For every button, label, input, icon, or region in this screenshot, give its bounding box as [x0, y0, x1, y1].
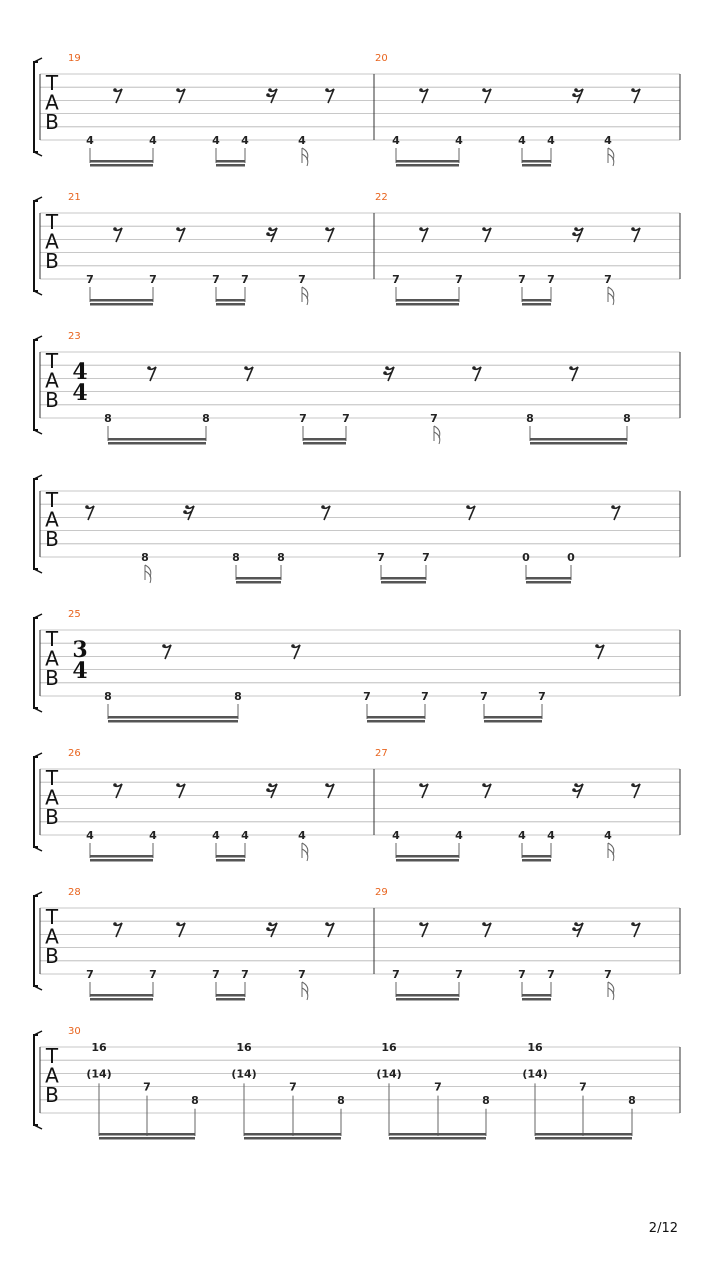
rest-dot [183, 510, 187, 514]
fret-number: 8 [628, 1093, 636, 1107]
beam-secondary [99, 1137, 195, 1140]
fret-number: 7 [480, 690, 488, 703]
tab-clef-letter: T [45, 627, 59, 651]
rest-dot [113, 783, 117, 787]
beam-secondary [244, 1137, 341, 1140]
rest-dot [147, 366, 151, 370]
beam-secondary [522, 859, 551, 862]
measure-number: 25 [68, 609, 81, 620]
beam-primary [90, 160, 153, 163]
fret-number: 7 [289, 1080, 297, 1094]
tab-clef-letter: A [45, 785, 59, 810]
fret-number: 7 [392, 273, 400, 286]
beam-secondary [389, 1137, 486, 1140]
fret-number: 7 [149, 273, 157, 286]
fret-number: 7 [149, 968, 157, 981]
rest-dot [325, 227, 329, 231]
staff-system [34, 609, 680, 723]
fret-number: 7 [342, 412, 350, 425]
rest-dot [325, 783, 329, 787]
tab-clef-letter: A [45, 368, 59, 393]
rest-dot [572, 232, 576, 236]
tab-clef-letter: B [45, 527, 59, 551]
beam-secondary [396, 303, 459, 306]
staff-system [34, 887, 680, 1001]
beam-secondary [535, 1137, 632, 1140]
beam-secondary [216, 998, 245, 1001]
fret-number: 7 [241, 968, 249, 981]
note-flag [302, 293, 308, 305]
rest-dot [113, 88, 117, 92]
tab-clef-letter: B [45, 944, 59, 968]
beam-secondary [303, 442, 346, 445]
fret-number: 7 [377, 551, 385, 564]
fret-number: 4 [547, 829, 555, 842]
beam-primary [522, 160, 551, 163]
rest-dot [631, 922, 635, 926]
beam-primary [303, 438, 346, 441]
rest-dot [572, 927, 576, 931]
beam-primary [381, 577, 426, 580]
rest-dot [482, 922, 486, 926]
rest-dot [472, 366, 476, 370]
staff-system [34, 475, 680, 584]
fret-number: 4 [86, 134, 94, 147]
fret-number: 8 [202, 412, 210, 425]
beam-secondary [90, 859, 153, 862]
measure-number: 23 [68, 331, 81, 342]
rest-dot [419, 227, 423, 231]
fret-number: 7 [241, 273, 249, 286]
fret-number: 4 [149, 829, 157, 842]
beam-primary [530, 438, 627, 441]
beam-primary [396, 994, 459, 997]
beam-secondary [90, 164, 153, 167]
beam-primary [236, 577, 281, 580]
system-bracket [34, 896, 38, 986]
tab-clef-letter: T [45, 349, 59, 373]
rest-dot [325, 922, 329, 926]
rest-dot [266, 232, 270, 236]
beam-secondary [522, 164, 551, 167]
rest-dot [244, 366, 248, 370]
measure-number: 29 [375, 887, 388, 898]
beam-primary [90, 855, 153, 858]
tab-clef-letter: B [45, 110, 59, 134]
fret-number: 16 [236, 1041, 252, 1054]
rest-dot [162, 644, 166, 648]
fret-number: 7 [579, 1080, 587, 1094]
fret-number: 4 [298, 134, 306, 147]
fret-number: 7 [298, 273, 306, 286]
note-flag [608, 293, 614, 305]
fret-number: 7 [298, 968, 306, 981]
beam-primary [108, 438, 206, 441]
fret-number: 7 [604, 968, 612, 981]
note-flag [302, 988, 308, 1000]
page-number: 2/12 [648, 1221, 678, 1236]
fret-number: 7 [430, 412, 438, 425]
rest-dot [482, 227, 486, 231]
fret-number: 7 [212, 273, 220, 286]
fret-number: 7 [86, 968, 94, 981]
fret-number: 8 [232, 551, 240, 564]
beam-primary [216, 160, 245, 163]
rest-dot [574, 227, 578, 231]
rest-dot [185, 505, 189, 509]
fret-number-tied: (14) [376, 1067, 402, 1081]
tab-clef-letter: A [45, 924, 59, 949]
fret-number: 8 [623, 412, 631, 425]
rest-dot [266, 788, 270, 792]
tab-clef-letter: A [45, 90, 59, 115]
note-flag [434, 432, 440, 444]
note-flag [302, 154, 308, 166]
fret-number: 8 [191, 1093, 199, 1107]
fret-number: 8 [482, 1093, 490, 1107]
fret-number: 4 [518, 829, 526, 842]
tab-clef-letter: A [45, 1063, 59, 1088]
fret-number: 4 [212, 134, 220, 147]
time-signature-top: 4 [72, 359, 88, 385]
rest-dot [383, 371, 387, 375]
fret-number: 4 [212, 829, 220, 842]
rest-dot [325, 88, 329, 92]
rest-dot [268, 783, 272, 787]
fret-number: 4 [241, 134, 249, 147]
fret-number: 7 [547, 968, 555, 981]
beam-secondary [90, 303, 153, 306]
rest-dot [482, 88, 486, 92]
fret-number: 7 [455, 968, 463, 981]
rest-dot [291, 644, 295, 648]
beam-primary [522, 855, 551, 858]
staff-system [34, 748, 680, 862]
beam-primary [535, 1133, 632, 1136]
fret-number: 8 [234, 690, 242, 703]
beam-primary [389, 1133, 486, 1136]
fret-number: 16 [381, 1041, 397, 1054]
beam-secondary [108, 442, 206, 445]
beam-secondary [216, 859, 245, 862]
beam-secondary [90, 998, 153, 1001]
fret-number: 4 [149, 134, 157, 147]
tab-clef-letter: B [45, 1083, 59, 1107]
beam-primary [522, 299, 551, 302]
rest-dot [572, 93, 576, 97]
fret-number: 4 [392, 134, 400, 147]
rest-dot [631, 88, 635, 92]
time-signature-top: 3 [72, 637, 88, 663]
fret-number-tied: (14) [522, 1067, 548, 1081]
beam-primary [90, 299, 153, 302]
system-bracket [34, 340, 38, 430]
fret-number: 16 [91, 1041, 107, 1054]
rest-dot [321, 505, 325, 509]
rest-dot [631, 227, 635, 231]
fret-number: 7 [143, 1080, 151, 1094]
tab-clef-letter: A [45, 507, 59, 532]
rest-dot [419, 88, 423, 92]
fret-number: 8 [104, 690, 112, 703]
tab-clef-letter: T [45, 1044, 59, 1068]
tab-clef-letter: A [45, 646, 59, 671]
rest-dot [482, 783, 486, 787]
beam-primary [396, 855, 459, 858]
beam-primary [526, 577, 571, 580]
rest-dot [419, 783, 423, 787]
beam-secondary [367, 720, 425, 723]
rest-dot [268, 88, 272, 92]
system-bracket [34, 618, 38, 708]
tab-clef-letter: A [45, 229, 59, 254]
fret-number: 7 [212, 968, 220, 981]
fret-number: 4 [298, 829, 306, 842]
beam-primary [396, 299, 459, 302]
staff-system [34, 53, 680, 167]
fret-number: 8 [104, 412, 112, 425]
tab-clef-letter: B [45, 805, 59, 829]
beam-primary [108, 716, 238, 719]
beam-primary [90, 994, 153, 997]
fret-number: 8 [141, 551, 149, 564]
beam-primary [367, 716, 425, 719]
fret-number: 7 [434, 1080, 442, 1094]
fret-number: 7 [86, 273, 94, 286]
beam-secondary [396, 164, 459, 167]
rest-dot [466, 505, 470, 509]
beam-primary [396, 160, 459, 163]
fret-number: 7 [518, 273, 526, 286]
tab-clef-letter: B [45, 249, 59, 273]
beam-primary [216, 855, 245, 858]
fret-number: 4 [455, 134, 463, 147]
tab-clef-letter: T [45, 766, 59, 790]
rest-dot [569, 366, 573, 370]
measure-number: 28 [68, 887, 81, 898]
fret-number: 8 [277, 551, 285, 564]
rest-dot [574, 783, 578, 787]
tab-clef-letter: B [45, 666, 59, 690]
fret-number: 4 [547, 134, 555, 147]
rest-dot [176, 88, 180, 92]
measure-number: 22 [375, 192, 388, 203]
staff-system [34, 1026, 680, 1140]
rest-dot [419, 922, 423, 926]
fret-number-tied: (14) [86, 1067, 112, 1081]
time-signature-bottom: 4 [72, 380, 88, 406]
tab-clef-letter: T [45, 488, 59, 512]
rest-dot [113, 227, 117, 231]
rest-dot [595, 644, 599, 648]
fret-number: 4 [455, 829, 463, 842]
rest-dot [611, 505, 615, 509]
fret-number: 7 [455, 273, 463, 286]
fret-number: 0 [522, 551, 530, 564]
fret-number: 16 [527, 1041, 543, 1054]
note-flag [608, 154, 614, 166]
note-flag [608, 988, 614, 1000]
fret-number: 7 [422, 551, 430, 564]
measure-number: 20 [375, 53, 388, 64]
beam-primary [484, 716, 542, 719]
rest-dot [268, 227, 272, 231]
note-flag [608, 849, 614, 861]
fret-number: 8 [337, 1093, 345, 1107]
fret-number: 8 [526, 412, 534, 425]
beam-secondary [396, 998, 459, 1001]
beam-secondary [216, 303, 245, 306]
measure-number: 27 [375, 748, 388, 759]
beam-secondary [216, 164, 245, 167]
staff-system [34, 192, 680, 306]
beam-secondary [396, 859, 459, 862]
rest-dot [113, 922, 117, 926]
beam-primary [216, 299, 245, 302]
rest-dot [631, 783, 635, 787]
tab-clef-letter: B [45, 388, 59, 412]
fret-number: 7 [421, 690, 429, 703]
system-bracket [34, 201, 38, 291]
fret-number: 7 [363, 690, 371, 703]
fret-number: 4 [604, 829, 612, 842]
fret-number: 7 [547, 273, 555, 286]
tab-clef-letter: T [45, 905, 59, 929]
beam-secondary [526, 581, 571, 584]
rest-dot [572, 788, 576, 792]
fret-number: 7 [518, 968, 526, 981]
system-bracket [34, 1035, 38, 1125]
measure-number: 30 [68, 1026, 81, 1037]
beam-secondary [108, 720, 238, 723]
rest-dot [85, 505, 89, 509]
measure-number: 26 [68, 748, 81, 759]
tab-clef-letter: T [45, 210, 59, 234]
rest-dot [176, 227, 180, 231]
rest-dot [268, 922, 272, 926]
measure-number: 19 [68, 53, 81, 64]
rest-dot [385, 366, 389, 370]
fret-number: 4 [604, 134, 612, 147]
system-bracket [34, 62, 38, 152]
beam-secondary [522, 998, 551, 1001]
measure-number: 21 [68, 192, 81, 203]
rest-dot [176, 783, 180, 787]
fret-number: 4 [86, 829, 94, 842]
beam-secondary [484, 720, 542, 723]
fret-number-tied: (14) [231, 1067, 257, 1081]
rest-dot [266, 927, 270, 931]
beam-primary [244, 1133, 341, 1136]
tab-clef-letter: T [45, 71, 59, 95]
fret-number: 4 [518, 134, 526, 147]
beam-secondary [236, 581, 281, 584]
fret-number: 7 [604, 273, 612, 286]
beam-primary [99, 1133, 195, 1136]
note-flag [302, 849, 308, 861]
system-bracket [34, 479, 38, 569]
staff-system [34, 331, 680, 445]
beam-secondary [530, 442, 627, 445]
rest-dot [574, 88, 578, 92]
rest-dot [266, 93, 270, 97]
beam-primary [216, 994, 245, 997]
fret-number: 7 [299, 412, 307, 425]
beam-secondary [522, 303, 551, 306]
beam-primary [522, 994, 551, 997]
time-signature-bottom: 4 [72, 658, 88, 684]
note-flag [145, 571, 151, 583]
fret-number: 4 [392, 829, 400, 842]
rest-dot [574, 922, 578, 926]
fret-number: 7 [538, 690, 546, 703]
fret-number: 4 [241, 829, 249, 842]
rest-dot [176, 922, 180, 926]
fret-number: 0 [567, 551, 575, 564]
fret-number: 7 [392, 968, 400, 981]
beam-secondary [381, 581, 426, 584]
system-bracket [34, 757, 38, 847]
